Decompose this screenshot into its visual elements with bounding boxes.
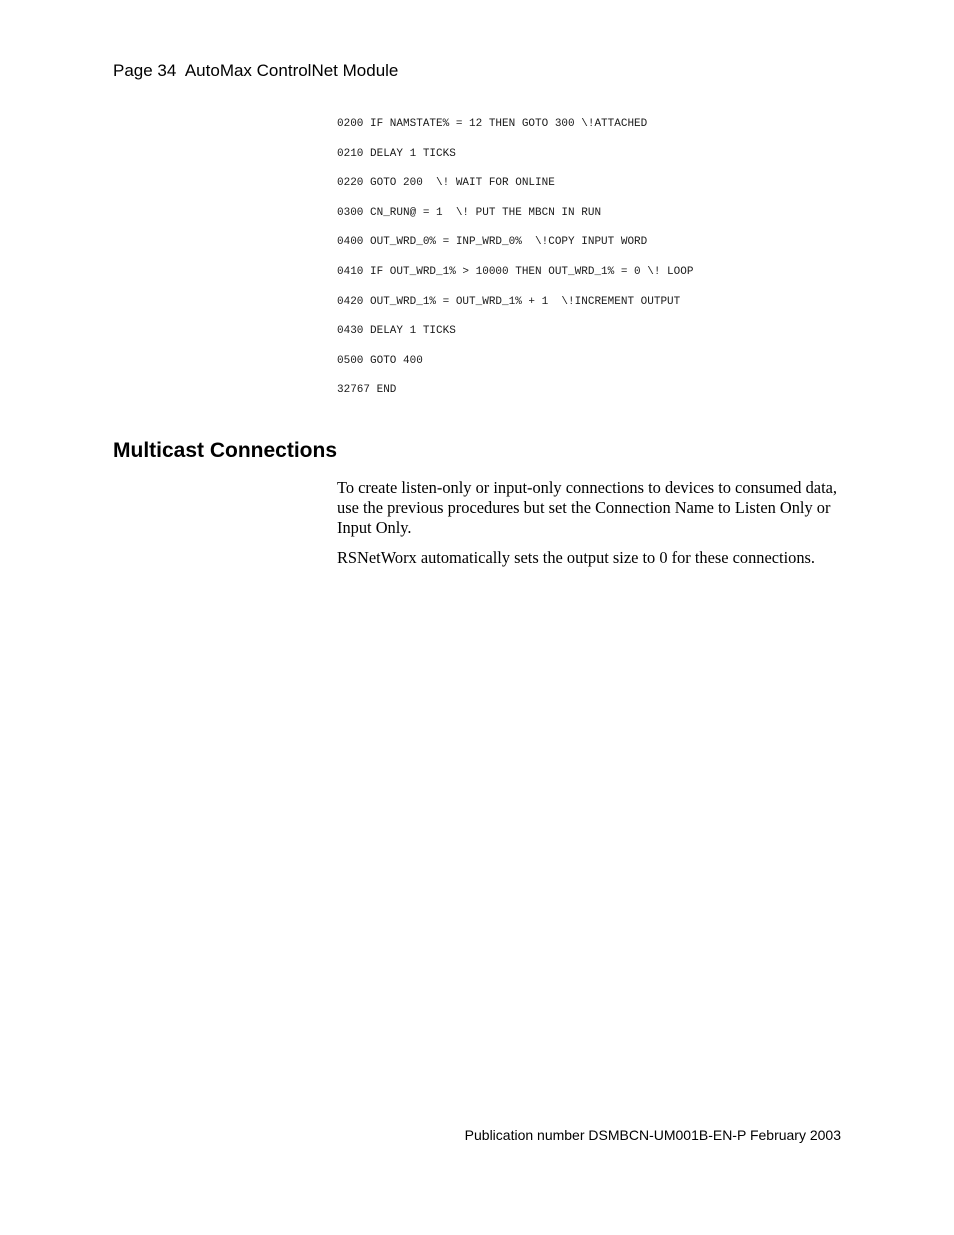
code-line: 0300 CN_RUN@ = 1 \! PUT THE MBCN IN RUN [337, 206, 602, 219]
code-listing [337, 116, 693, 412]
section-heading: Multicast Connections [113, 439, 338, 462]
code-line: 0500 GOTO 400 [337, 354, 423, 367]
code-line: 0420 OUT_WRD_1% = OUT_WRD_1% + 1 \!INCREMENT OUTPUT [337, 295, 681, 308]
code-line: 0410 IF OUT_WRD_1% > 10000 THEN OUT_WRD_1% = 0 \! LOOP [337, 265, 694, 278]
body-paragraph: RSNetWorx automatically sets the output size to 0 for these connections. [337, 548, 816, 567]
code-line: 0430 DELAY 1 TICKS [337, 325, 456, 338]
code-line: 0400 OUT_WRD_0% = INP_WRD_0% \!COPY INPUT WORD [337, 236, 648, 249]
body-paragraph: To create listen-only or input-only connections to devices to consumed data, use the previous procedures but set the Connection Name to Listen Only or Input Only. [337, 478, 837, 537]
code-line: 0220 GOTO 200 \! WAIT FOR ONLINE [337, 177, 555, 190]
code-line: 0210 DELAY 1 TICKS [337, 147, 456, 160]
code-line: 32767 END [337, 384, 397, 397]
code-line: 0200 IF NAMSTATE% = 12 THEN GOTO 300 \!ATTACHED [337, 118, 648, 130]
page-header: Page 34 AutoMax ControlNet Module [113, 61, 399, 80]
page-footer: Publication number DSMBCN-UM001B-EN-P February 2003 [464, 1127, 841, 1143]
